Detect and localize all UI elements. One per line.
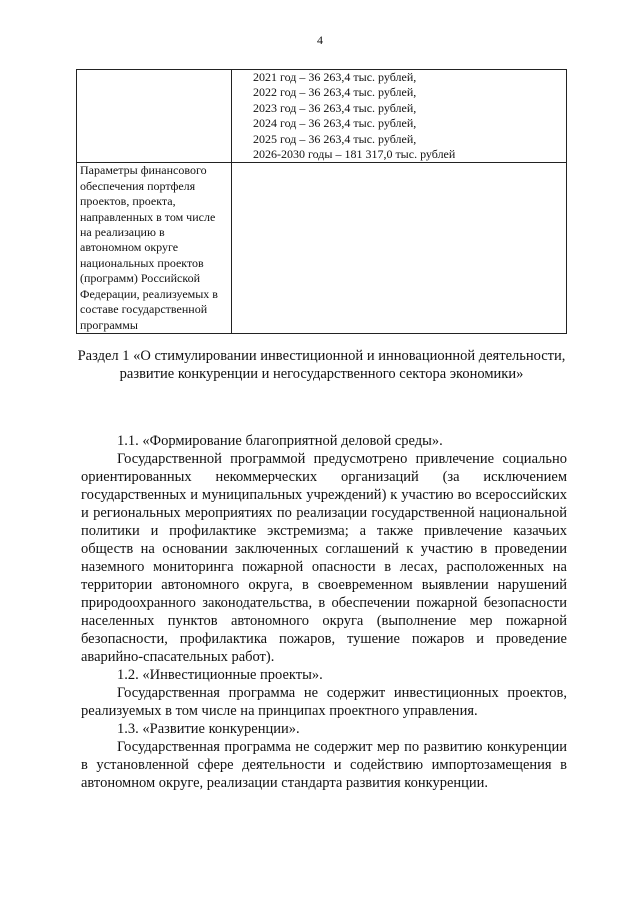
- funding-line: 2026-2030 годы – 181 317,0 тыс. рублей: [253, 147, 456, 162]
- financing-table: [76, 69, 567, 334]
- section-title: Раздел 1 «О стимулировании инвестиционной и инновационной деятельности, развитие конкуренции и негосударственного сектора экономики»: [77, 348, 566, 382]
- funding-values-cell: [232, 70, 567, 163]
- funding-line: 2023 год – 36 263,4 тыс. рублей,: [253, 100, 417, 115]
- funding-line: 2022 год – 36 263,4 тыс. рублей,: [253, 85, 417, 100]
- funding-line: 2025 год – 36 263,4 тыс. рублей,: [253, 131, 417, 146]
- funding-line: 2021 год – 36 263,4 тыс. рублей,: [253, 70, 417, 84]
- subsection-text-1-3: Государственная программа не содержит мер по развитию конкуренции в установленной сфере деятельности и содействию импортозамещения в автономном округе, реализации стандарта развития конкуренции.: [81, 739, 567, 791]
- page-number: 4: [317, 33, 323, 47]
- section-body: [81, 432, 567, 792]
- project-params-label: Параметры финансового обеспечения портфеля проектов, проекта, направленных в том числе на реализацию в автономном округе национальных проектов (программ) Российской Федерации, реализуемых в составе государственной программы: [77, 163, 232, 333]
- project-params-row: [77, 163, 567, 333]
- project-params-value: [232, 163, 567, 333]
- subsection-heading-1-3: 1.3. «Развитие конкуренции».: [117, 721, 300, 737]
- subsection-text-1-2: Государственная программа не содержит инвестиционных проектов, реализуемых в том числе на принципах проектного управления.: [81, 685, 567, 719]
- funding-line: 2024 год – 36 263,4 тыс. рублей,: [253, 116, 417, 131]
- subsection-heading-1-1: 1.1. «Формирование благоприятной деловой среды».: [117, 433, 443, 449]
- subsection-text-1-1: Государственной программой предусмотрено привлечение социально ориентированных некоммерческих организаций (за исключением государственных и муниципальных учреждений) к участию во всероссийских и региональных мероприятиях по реализации государственной национальной политики и профилактике экстремизма; а также привлечение казачьих обществ на основании заключенных соглашений к участию в проведении наземного мониторинга пожарной опасности в лесах, расположенных на территории автономного округа, в своевременном выявлении нарушений природоохранного законодательства, в обеспечении пожарной безопасности населенных пунктов автономного округа (выполнение мер пожарной безопасности, профилактика пожаров, тушение пожаров и проведение аварийно-спасательных работ).: [81, 451, 567, 665]
- subsection-heading-1-2: 1.2. «Инвестиционные проекты».: [117, 667, 323, 683]
- funding-row: [77, 70, 567, 163]
- funding-label-cell: [77, 70, 232, 163]
